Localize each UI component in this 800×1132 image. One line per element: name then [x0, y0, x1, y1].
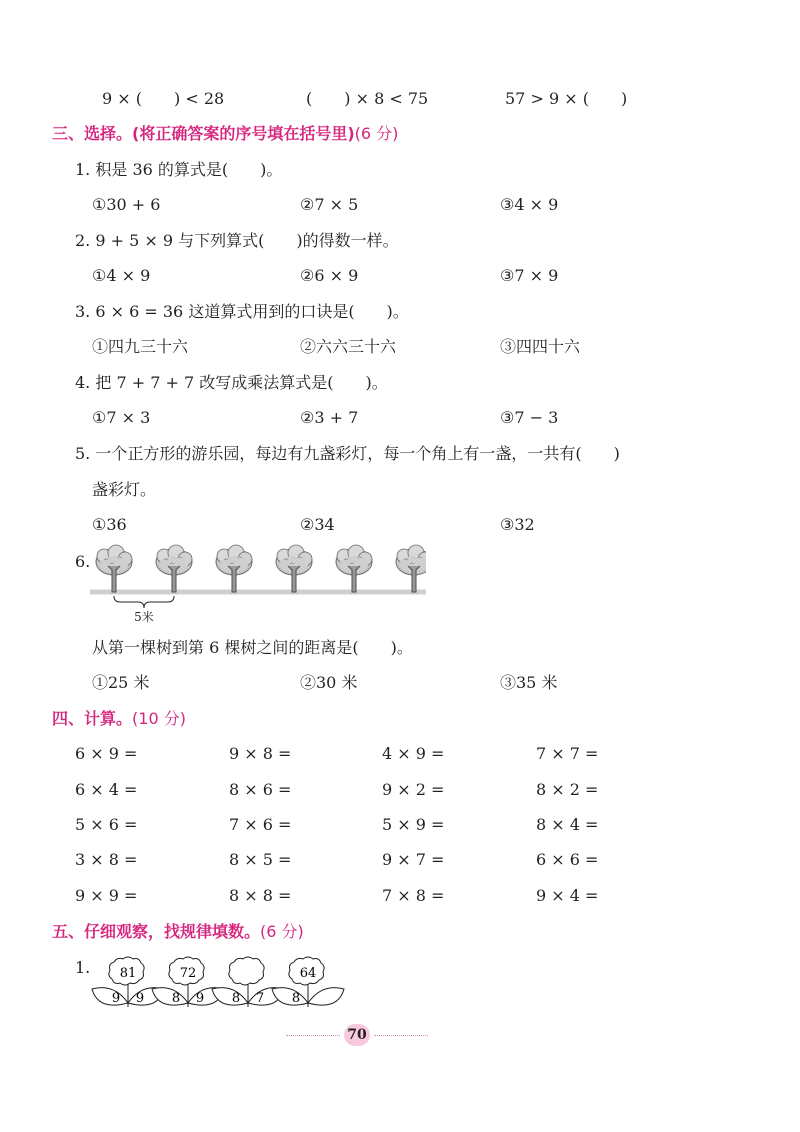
calc-r1-c3: 4 × 9 = [382, 744, 445, 763]
calc-r1-c2: 9 × 8 = [229, 744, 292, 763]
footer-dots-left [286, 1035, 340, 1036]
flower-2 [152, 957, 224, 1007]
tree-6 [396, 545, 426, 592]
q4-option-3: ③7 − 3 [500, 408, 559, 427]
q6-option-1: ①25 米 [92, 673, 150, 692]
distance-label: 5米 [134, 610, 154, 624]
q3-option-3: ③四四十六 [500, 337, 581, 356]
flower-1 [92, 957, 164, 1007]
q5-stem: 5. 一个正方形的游乐园，每边有九盏彩灯，每一个角上有一盏，一共有( ) [75, 444, 620, 463]
footer-dots-right [374, 1035, 428, 1036]
top-expr-2: ( ) × 8 < 75 [306, 89, 429, 108]
q2-stem: 2. 9 + 5 × 9 与下列算式( )的得数一样。 [75, 231, 399, 250]
section4-title [52, 709, 186, 729]
calc-r4-c1: 3 × 8 = [75, 850, 138, 869]
q4-option-2: ②3 + 7 [300, 408, 359, 427]
q2-option-2: ②6 × 9 [300, 266, 359, 285]
section3-title-text: 三、选择。(将正确答案的序号填在括号里) [52, 124, 355, 143]
flower-3-right: 7 [255, 991, 265, 1006]
calc-r2-c3: 9 × 2 = [382, 780, 445, 799]
flower-4 [272, 957, 344, 1007]
calc-r3-c4: 8 × 4 = [536, 815, 599, 834]
q2-option-1: ①4 × 9 [92, 266, 151, 285]
section5-title-text: 五、仔细观察，找规律填数。 [52, 922, 261, 941]
flower-2-left: 8 [171, 991, 181, 1006]
calc-r5-c3: 7 × 8 = [382, 886, 445, 905]
calc-r3-c1: 5 × 6 = [75, 815, 138, 834]
q1-stem: 1. 积是 36 的算式是( )。 [75, 160, 283, 179]
q4-option-1: ①7 × 3 [92, 408, 151, 427]
calc-r2-c1: 6 × 4 = [75, 780, 138, 799]
calc-r5-c4: 9 × 4 = [536, 886, 599, 905]
flower-3-left: 8 [231, 991, 241, 1006]
calc-r3-c3: 5 × 9 = [382, 815, 445, 834]
section3-points: (6 分) [354, 124, 399, 143]
tree-5 [336, 545, 372, 592]
flower-2-right: 9 [195, 991, 205, 1006]
calc-r1-c4: 7 × 7 = [536, 744, 599, 763]
q5-option-3: ③32 [500, 515, 535, 534]
q2-option-3: ③7 × 9 [500, 266, 559, 285]
calc-r4-c4: 6 × 6 = [536, 850, 599, 869]
q5-option-1: ①36 [92, 515, 127, 534]
calc-r2-c4: 8 × 2 = [536, 780, 599, 799]
section3-title [52, 124, 398, 144]
calc-r5-c2: 8 × 8 = [229, 886, 292, 905]
page-number: 70 [344, 1024, 370, 1046]
flower-1-top: 81 [119, 966, 137, 981]
section5-points: (6 分) [260, 922, 304, 941]
q6-option-2: ②30 米 [300, 673, 358, 692]
q6-stem-continued: 从第一棵树到第 6 棵树之间的距离是( )。 [92, 638, 413, 657]
flower-pattern-figure [90, 955, 356, 1011]
calc-r2-c2: 8 × 6 = [229, 780, 292, 799]
section4-points: (10 分) [132, 709, 186, 728]
q6-option-3: ③35 米 [500, 673, 558, 692]
flower-3 [212, 957, 284, 1007]
calc-r3-c2: 7 × 6 = [229, 815, 292, 834]
q1-option-1: ①30 + 6 [92, 195, 161, 214]
tree-1 [96, 545, 132, 592]
tree-2 [156, 545, 192, 592]
calc-r4-c2: 8 × 5 = [229, 850, 292, 869]
calc-r4-c3: 9 × 7 = [382, 850, 445, 869]
flower-2-top: 72 [179, 966, 197, 981]
q6-stem: 6. [75, 552, 91, 571]
flower-4-left: 8 [291, 991, 301, 1006]
q4-stem: 4. 把 7 + 7 + 7 改写成乘法算式是( )。 [75, 373, 388, 392]
q1-option-3: ③4 × 9 [500, 195, 559, 214]
tree-4 [276, 545, 312, 592]
flower-1-right: 9 [135, 991, 145, 1006]
q3-option-1: ①四九三十六 [92, 337, 189, 356]
section4-title-text: 四、计算。 [52, 709, 133, 728]
q3-stem: 3. 6 × 6 = 36 这道算式用到的口诀是( )。 [75, 302, 409, 321]
flower-4-top: 64 [299, 966, 317, 981]
q1-option-2: ②7 × 5 [300, 195, 359, 214]
section5-title [52, 922, 304, 942]
top-expr-1: 9 × ( ) < 28 [102, 89, 225, 108]
tree-row-figure [90, 544, 426, 624]
calc-r1-c1: 6 × 9 = [75, 744, 138, 763]
distance-brace [114, 596, 174, 608]
calc-r5-c1: 9 × 9 = [75, 886, 138, 905]
s5-q1-label: 1. [75, 958, 91, 977]
flower-1-left: 9 [111, 991, 121, 1006]
q3-option-2: ②六六三十六 [300, 337, 397, 356]
q5-option-2: ②34 [300, 515, 335, 534]
top-expr-3: 57 > 9 × ( ) [505, 89, 628, 108]
tree-3 [216, 545, 252, 592]
q5-stem-continued: 盏彩灯。 [92, 480, 157, 499]
